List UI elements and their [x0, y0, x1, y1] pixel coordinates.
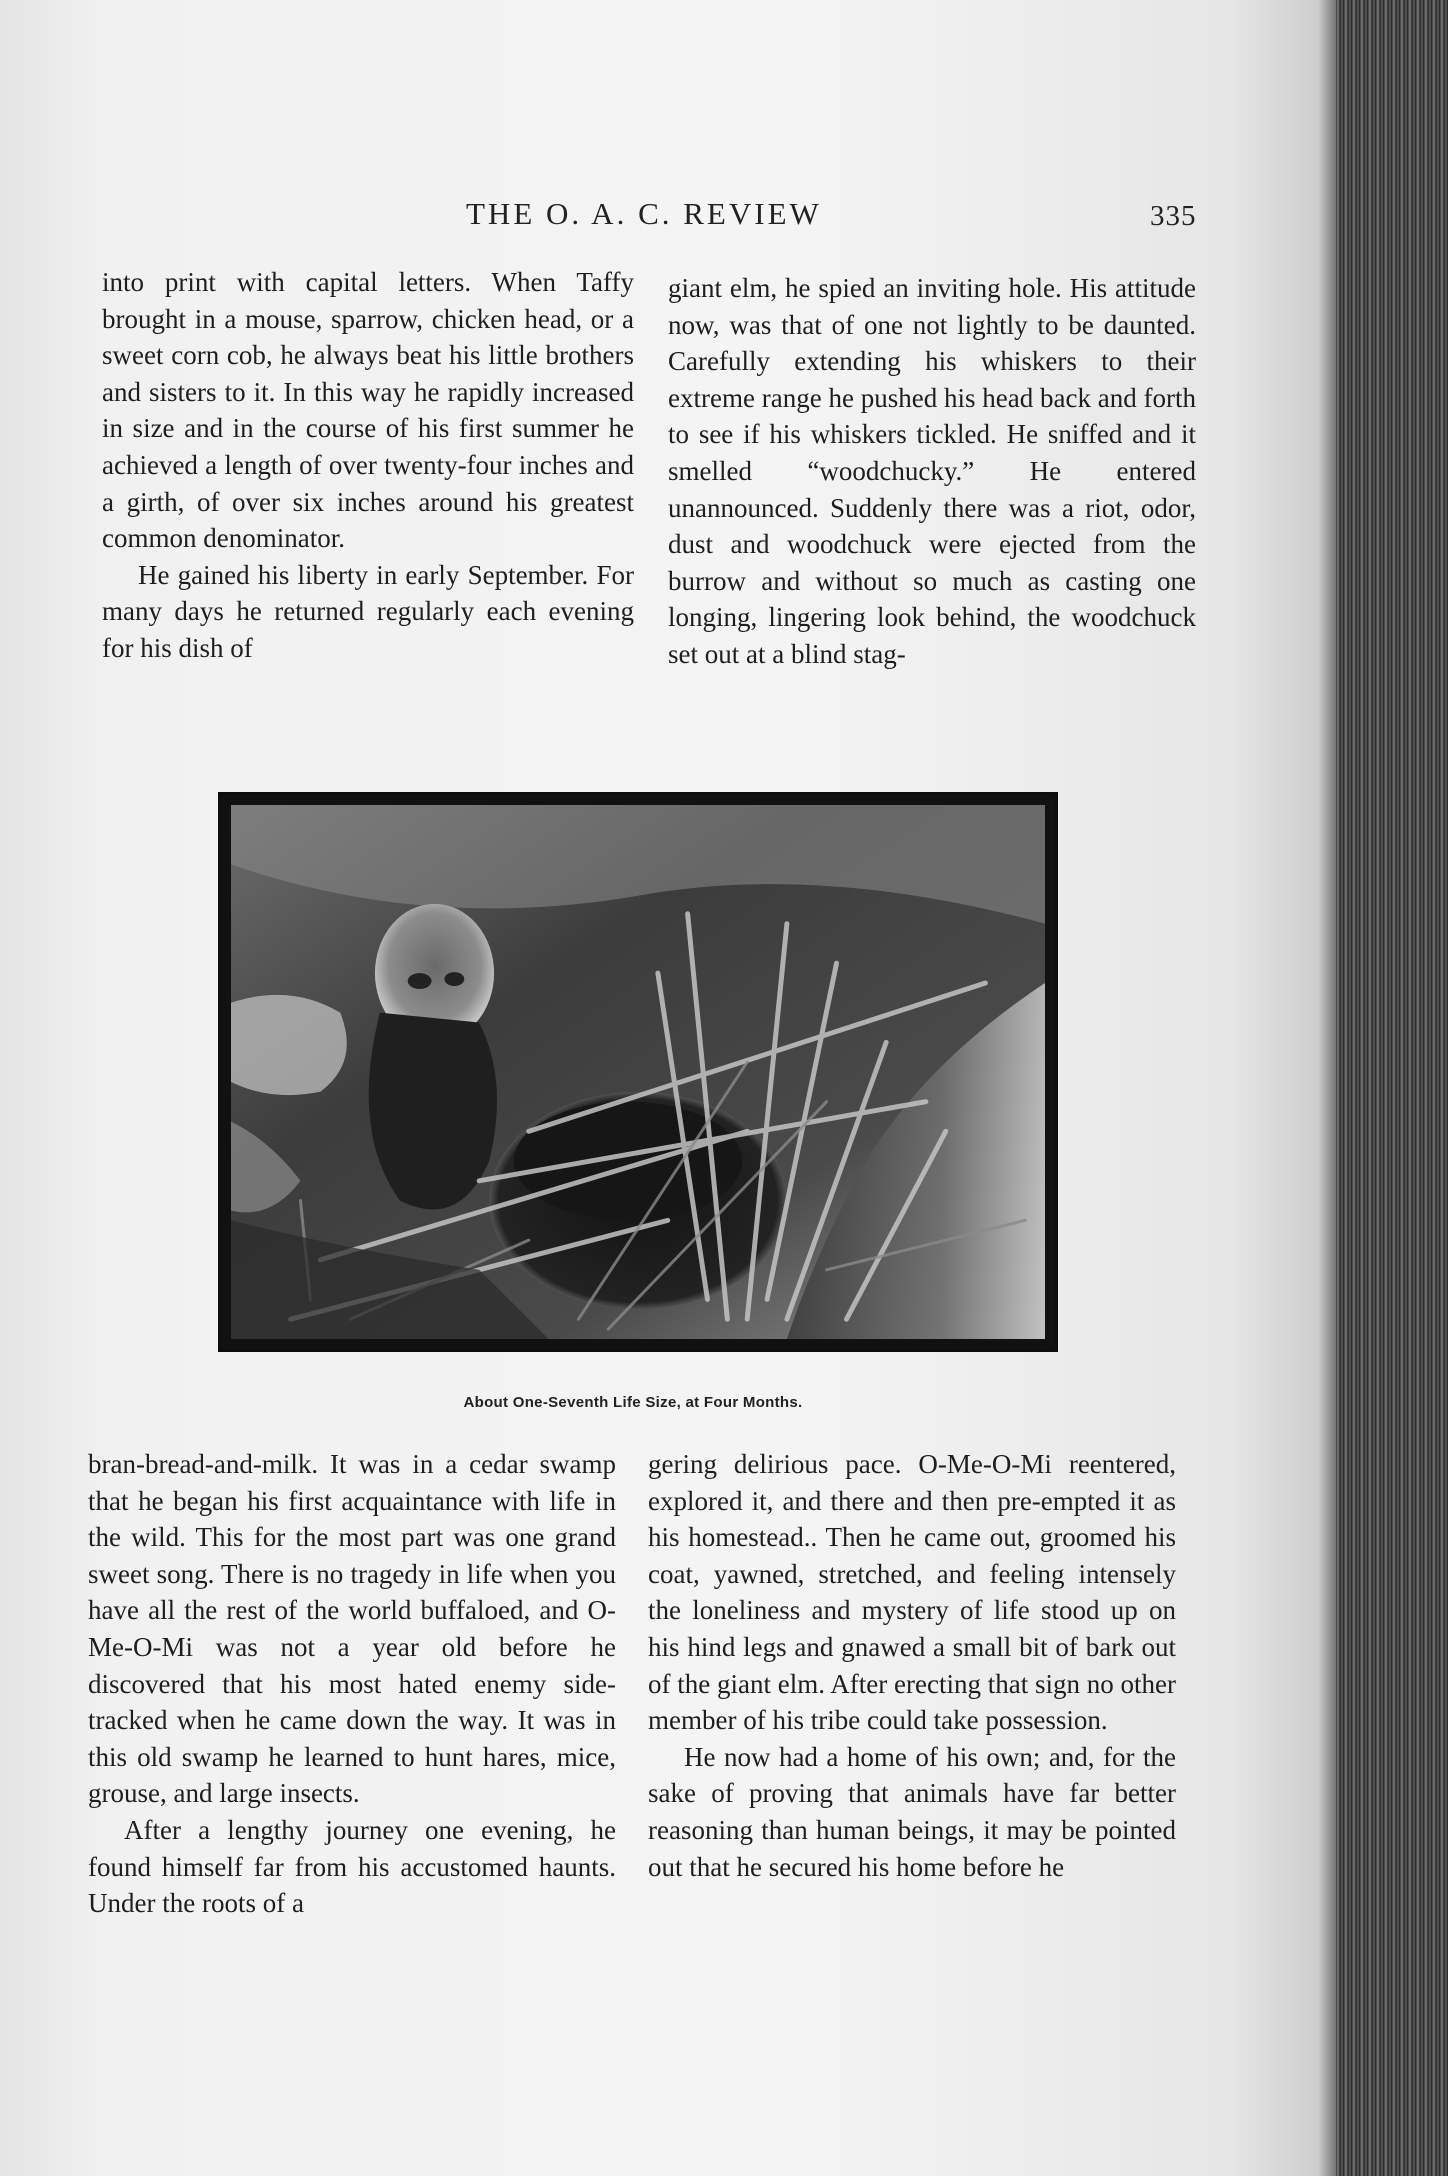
text-column-top-right: [668, 270, 1196, 673]
book-page-edges: [1336, 0, 1448, 2176]
page-number: 335: [1150, 200, 1197, 232]
photo-caption: About One-Seventh Life Size, at Four Months.: [463, 1394, 803, 1411]
woodchuck-photograph: [231, 805, 1045, 1339]
paragraph: into print with capital letters. When Taffy brought in a mouse, sparrow, chicken head, or a sweet corn cob, he always beat his little brothers and sisters to it. In this way he rapidly increased in size and in the course of his first summer he achieved a length of over twenty-four inches and a girth, of over six inches around his greatest common denominator.: [102, 267, 634, 554]
paragraph: bran-bread-and-milk. It was in a cedar swamp that he began his first acquaintance with life in the wild. This for the most part was one grand sweet song. There is no tragedy in life when you have all the rest of the world buffaloed, and O-Me-O-Mi was not a year old before he discovered that his most hated enemy side-tracked when he came down the way. It was in this old swamp he learned to hunt hares, mice, grouse, and large insects.: [88, 1449, 616, 1809]
journal-title: THE O. A. C. REVIEW: [466, 196, 822, 231]
paragraph: giant elm, he spied an inviting hole. His attitude now, was that of one not lightly to be daunted. Carefully extending his whiskers to their extreme range he pushed his head back and forth to see if his whiskers tickled. He sniffed and it smelled “woodchucky.” He entered unannounced. Suddenly there was a riot, odor, dust and woodchuck were ejected from the burrow and without so much as casting one longing, lingering look behind, the woodchuck set out at a blind stag-: [668, 273, 1196, 669]
text-column-bottom-right: [648, 1446, 1176, 1885]
text-column-bottom-left: [88, 1446, 616, 1922]
paragraph: He now had a home of his own; and, for the sake of proving that animals have far better reasoning than human beings, it may be pointed out that he secured his home before he: [648, 1741, 1176, 1882]
photograph-frame: [218, 792, 1058, 1352]
paragraph: After a lengthy journey one evening, he found himself far from his accustomed haunts. Under the roots of a: [88, 1814, 616, 1919]
running-head: [0, 196, 1336, 236]
text-column-top-left: [102, 264, 634, 667]
paragraph: gering delirious pace. O-Me-O-Mi reentered, explored it, and there and then pre-empted it as his homestead.. Then he came out, groomed his coat, yawned, stretched, and feeling intensely the loneliness and mystery of life stood up on his hind legs and gnawed a small bit of bark out of the giant elm. After erecting that sign no other member of his tribe could take possession.: [648, 1449, 1176, 1736]
paragraph: He gained his liberty in early September. For many days he returned regularly each evening for his dish of: [102, 559, 634, 663]
